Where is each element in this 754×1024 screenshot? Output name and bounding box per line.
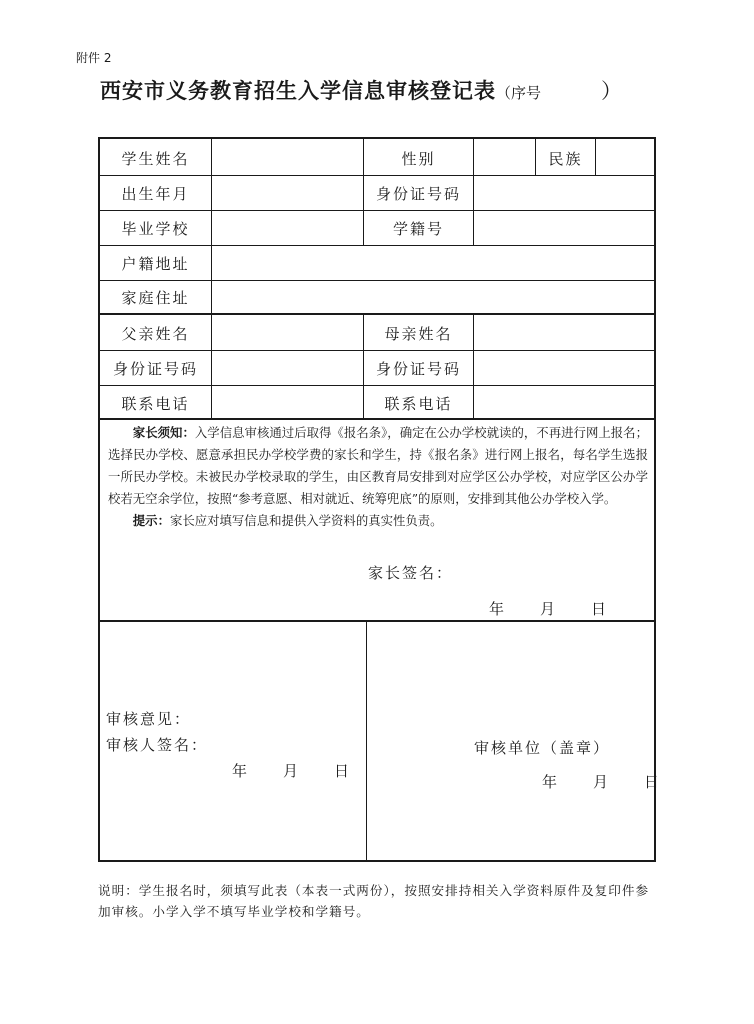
review-unit-seal-label: 审核单位（盖章）: [474, 739, 611, 757]
label-id-number: 身份证号码: [375, 185, 461, 203]
attachment-label: 附件 2: [76, 51, 112, 65]
mother-name-field[interactable]: [474, 315, 654, 350]
notice-heading: 家长须知：: [132, 425, 195, 440]
student-registry-number-field[interactable]: [474, 211, 654, 245]
tip-body: 家长应对填写信息和提供入学资料的真实性负责。: [169, 513, 443, 528]
review-date-right: 年 月 日: [542, 773, 662, 791]
label-father-name: 父亲姓名: [121, 325, 190, 343]
home-address-field[interactable]: [212, 281, 654, 313]
household-address-field[interactable]: [212, 246, 654, 280]
review-opinion-label: 审核意见：: [106, 710, 192, 728]
notice-body: 入学信息审核通过后取得《报名条》，确定在公办学校就读的，不再进行网上报名；选择民办学校、愿意承担民办学校学费的家长和学生，持《报名条》进行网上报名，每名学生选报一所民办学校。未被民办学校录取的学生，由区教育局安排到对应学区公办学校，对应学区公办学校若无空余学位，按照“参考意愿、相对就近、统筹兜底”的原则，安排到其他公办学校入学。: [108, 425, 648, 506]
label-home-address: 家庭住址: [121, 289, 190, 307]
father-name-field[interactable]: [212, 315, 363, 350]
footnote: 说明：学生报名时，须填写此表（本表一式两份），按照安排持相关入学资料原件及复印件参加审核。小学入学不填写毕业学校和学籍号。: [98, 883, 650, 919]
father-id-number-field[interactable]: [212, 351, 363, 385]
reviewer-signature-field[interactable]: [210, 730, 360, 756]
label-ethnicity: 民族: [548, 150, 583, 168]
father-phone-field[interactable]: [212, 386, 363, 418]
student-name-field[interactable]: [212, 139, 363, 175]
serial-number-label: （序号: [496, 84, 542, 102]
label-birth-date: 出生年月: [121, 185, 190, 203]
parent-signature-field[interactable]: [450, 558, 640, 586]
mother-id-number-field[interactable]: [474, 351, 654, 385]
graduation-school-field[interactable]: [212, 211, 363, 245]
page-title: [100, 75, 660, 105]
parent-signature-date: 年 月 日: [489, 600, 609, 618]
ethnicity-field[interactable]: [596, 139, 654, 175]
gender-field[interactable]: [474, 139, 535, 175]
label-student-registry-number: 学籍号: [392, 220, 444, 238]
tip-heading: 提示：: [132, 513, 170, 528]
label-household-address: 户籍地址: [121, 255, 190, 273]
label-gender: 性别: [401, 150, 436, 168]
parent-signature-label: 家长签名：: [368, 564, 454, 582]
label-student-name: 学生姓名: [121, 150, 190, 168]
label-mother-phone: 联系电话: [384, 395, 453, 413]
birth-date-field[interactable]: [212, 176, 363, 210]
reviewer-signature-label: 审核人签名：: [106, 736, 209, 754]
title-text: 西安市义务教育招生入学信息审核登记表: [100, 79, 496, 103]
serial-number-close: ）: [601, 79, 624, 103]
label-father-id-number: 身份证号码: [112, 360, 198, 378]
label-father-phone: 联系电话: [121, 395, 190, 413]
parent-notice: [108, 422, 648, 532]
id-number-field[interactable]: [474, 176, 654, 210]
review-date-left: 年 月 日: [232, 762, 352, 780]
label-mother-name: 母亲姓名: [384, 325, 453, 343]
label-graduation-school: 毕业学校: [121, 220, 190, 238]
label-mother-id-number: 身份证号码: [375, 360, 461, 378]
mother-phone-field[interactable]: [474, 386, 654, 418]
